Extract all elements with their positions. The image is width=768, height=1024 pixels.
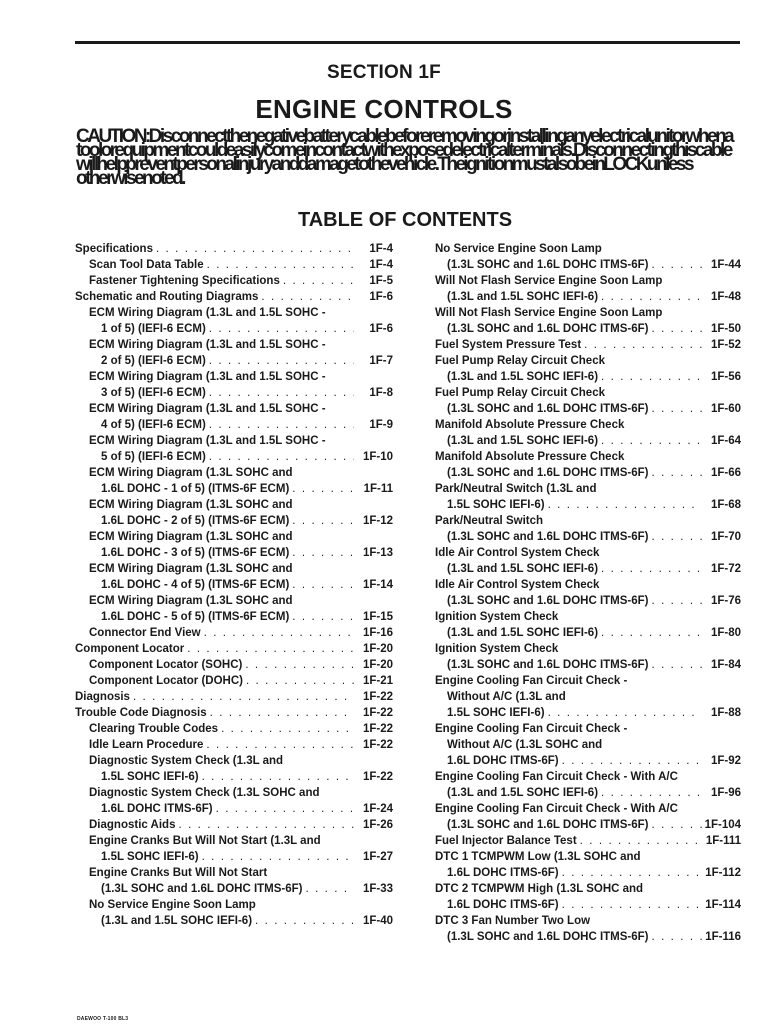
dot-leader — [562, 897, 702, 913]
dot-leader — [261, 289, 354, 305]
toc-page-number: 1F-114 — [705, 899, 741, 911]
toc-entry-title: (1.3L SOHC and 1.6L DOHC ITMS-6F) — [447, 323, 649, 335]
dot-leader — [548, 705, 702, 721]
toc-page-number: 1F-116 — [705, 931, 741, 943]
dot-leader — [601, 625, 702, 641]
toc-entry-title: 1.6L DOHC - 4 of 5) (ITMS-6F ECM) — [101, 579, 290, 591]
toc-page-number: 1F-22 — [362, 739, 393, 751]
dot-leader — [209, 417, 354, 433]
dot-leader — [292, 513, 354, 529]
toc-page-number: 1F-27 — [362, 851, 393, 863]
toc-page-number: 1F-48 — [710, 291, 741, 303]
toc-entry-title: ECM Wiring Diagram (1.3L SOHC and — [89, 531, 293, 543]
dot-leader — [246, 673, 354, 689]
dot-leader — [209, 449, 354, 465]
dot-leader — [548, 497, 702, 513]
dot-leader — [156, 241, 354, 257]
toc-page-number: 1F-22 — [362, 707, 393, 719]
toc-entry[interactable] — [75, 289, 393, 305]
toc-page-number: 1F-9 — [369, 419, 393, 431]
dot-leader — [652, 657, 703, 673]
toc-page-number: 1F-84 — [710, 659, 741, 671]
toc-entry-title: Engine Cooling Fan Circuit Check - — [435, 723, 628, 735]
toc-entry[interactable] — [75, 657, 393, 673]
toc-entry-title: Diagnostic System Check (1.3L SOHC and — [89, 787, 320, 799]
toc-entry-title: DTC 2 TCMPWM High (1.3L SOHC and — [435, 883, 644, 895]
toc-page-number: 1F-72 — [710, 563, 741, 575]
toc-entry[interactable] — [75, 689, 393, 705]
dot-leader — [209, 321, 354, 337]
toc-entry-title: Fuel Pump Relay Circuit Check — [435, 355, 605, 367]
toc-page-number: 1F-96 — [710, 787, 741, 799]
toc-entry-title: Diagnosis — [75, 691, 130, 703]
toc-entry[interactable] — [435, 417, 741, 449]
toc-entry-title: Engine Cooling Fan Circuit Check - With A/C — [435, 771, 678, 783]
toc-entry[interactable] — [435, 545, 741, 577]
toc-entry-title: Will Not Flash Service Engine Soon Lamp — [435, 307, 663, 319]
dot-leader — [206, 737, 354, 753]
toc-entry-title: Clearing Trouble Codes — [89, 723, 219, 735]
dot-leader — [652, 929, 703, 945]
toc-entry-title: ECM Wiring Diagram (1.3L and 1.5L SOHC - — [89, 339, 326, 351]
toc-page-number: 1F-16 — [362, 627, 393, 639]
dot-leader — [187, 641, 354, 657]
toc-entry-title: No Service Engine Soon Lamp — [435, 243, 602, 255]
toc-page-number: 1F-22 — [362, 771, 393, 783]
dot-leader — [292, 609, 354, 625]
toc-entry-title: Without A/C (1.3L and — [447, 691, 566, 703]
toc-page-number: 1F-52 — [710, 339, 741, 351]
toc-entry[interactable] — [75, 817, 393, 833]
dot-leader — [601, 785, 702, 801]
toc-entry-title: 1.5L SOHC IEFI-6) — [447, 707, 545, 719]
toc-entry-title: ECM Wiring Diagram (1.3L SOHC and — [89, 563, 293, 575]
toc-page-number: 1F-14 — [362, 579, 393, 591]
toc-entry-title: Engine Cooling Fan Circuit Check - — [435, 675, 628, 687]
toc-entry-title: 1.6L DOHC - 2 of 5) (ITMS-6F ECM) — [101, 515, 290, 527]
toc-entry-title: 4 of 5) (IEFI-6 ECM) — [101, 419, 206, 431]
toc-entry-title: ECM Wiring Diagram (1.3L SOHC and — [89, 595, 293, 607]
toc-entry[interactable] — [75, 625, 393, 641]
toc-entry[interactable] — [75, 593, 393, 625]
toc-entry[interactable] — [75, 753, 393, 785]
caution-notice: CAUTION: Disconnect the negative battery cable before removing or installing any electrical unit or when a tool or equipment could easily come in contact with exposed electrical terminals. Disconnecting this cable will help prevent personal injury and damage to the vehicle. The ignition must also be in LOCK unless otherwise noted. — [76, 126, 733, 189]
toc-right-column — [435, 241, 741, 945]
toc-left-column — [75, 241, 393, 929]
toc-entry-title: 3 of 5) (IEFI-6 ECM) — [101, 387, 206, 399]
toc-entry-title: DTC 1 TCMPWM Low (1.3L SOHC and — [435, 851, 641, 863]
toc-entry-title: Scan Tool Data Table — [89, 259, 204, 271]
toc-entry[interactable] — [435, 481, 741, 513]
toc-entry[interactable] — [75, 305, 393, 337]
toc-entry-title: No Service Engine Soon Lamp — [89, 899, 256, 911]
toc-entry-title: 1.6L DOHC - 3 of 5) (ITMS-6F ECM) — [101, 547, 290, 559]
toc-entry[interactable] — [435, 353, 741, 385]
toc-entry-title: Idle Learn Procedure — [89, 739, 204, 751]
toc-entry[interactable] — [75, 673, 393, 689]
toc-entry[interactable] — [75, 257, 393, 273]
toc-entry-title: (1.3L and 1.5L SOHC IEFI-6) — [447, 627, 599, 639]
dot-leader — [652, 529, 703, 545]
dot-leader — [306, 881, 355, 897]
toc-entry-title: 1.5L SOHC IEFI-6) — [101, 851, 199, 863]
toc-page-number: 1F-60 — [710, 403, 741, 415]
toc-entry-title: Fuel System Pressure Test — [435, 339, 582, 351]
toc-entry-title: (1.3L and 1.5L SOHC IEFI-6) — [447, 787, 599, 799]
toc-page-number: 1F-112 — [705, 867, 741, 879]
toc-entry[interactable] — [75, 273, 393, 289]
toc-entry-title: Schematic and Routing Diagrams — [75, 291, 259, 303]
toc-page-number: 1F-104 — [704, 819, 741, 831]
toc-entry-title: Park/Neutral Switch — [435, 515, 544, 527]
toc-entry-title: Specifications — [75, 243, 153, 255]
toc-entry[interactable] — [75, 369, 393, 401]
toc-entry[interactable] — [435, 513, 741, 545]
toc-entry-title: Component Locator (SOHC) — [89, 659, 243, 671]
toc-entry-title: Ignition System Check — [435, 611, 559, 623]
toc-entry[interactable] — [435, 337, 741, 353]
toc-heading: TABLE OF CONTENTS — [297, 209, 513, 231]
dot-leader — [202, 849, 354, 865]
toc-page-number: 1F-68 — [710, 499, 741, 511]
toc-entry[interactable] — [435, 881, 741, 913]
toc-entry-title: (1.3L SOHC and 1.6L DOHC ITMS-6F) — [447, 659, 649, 671]
toc-entry-title: Fastener Tightening Specifications — [89, 275, 280, 287]
dot-leader — [652, 401, 703, 417]
toc-entry[interactable] — [75, 737, 393, 753]
toc-entry[interactable] — [435, 769, 741, 801]
toc-page-number: 1F-22 — [362, 691, 393, 703]
toc-entry-title: Connector End View — [89, 627, 201, 639]
toc-entry[interactable] — [75, 721, 393, 737]
toc-entry[interactable] — [435, 273, 741, 305]
toc-entry-title: Component Locator — [75, 643, 185, 655]
toc-entry-title: 1.6L DOHC ITMS-6F) — [101, 803, 213, 815]
toc-entry-title: ECM Wiring Diagram (1.3L SOHC and — [89, 467, 293, 479]
toc-entry-title: ECM Wiring Diagram (1.3L and 1.5L SOHC - — [89, 307, 326, 319]
header-rule — [75, 41, 740, 44]
toc-entry[interactable] — [75, 433, 393, 465]
toc-entry[interactable] — [75, 497, 393, 529]
dot-leader — [207, 257, 354, 273]
toc-page-number: 1F-6 — [369, 323, 393, 335]
dot-leader — [652, 257, 703, 273]
toc-entry-title: Idle Air Control System Check — [435, 579, 600, 591]
toc-page-number: 1F-88 — [710, 707, 741, 719]
toc-page-number: 1F-64 — [710, 435, 741, 447]
toc-entry[interactable] — [75, 401, 393, 433]
dot-leader — [209, 353, 354, 369]
toc-entry[interactable] — [75, 241, 393, 257]
page-title: ENGINE CONTROLS — [255, 94, 513, 124]
toc-entry-title: Manifold Absolute Pressure Check — [435, 419, 625, 431]
dot-leader — [652, 321, 703, 337]
toc-entry[interactable] — [75, 833, 393, 865]
toc-entry[interactable] — [75, 561, 393, 593]
dot-leader — [584, 337, 702, 353]
toc-entry-title: (1.3L SOHC and 1.6L DOHC ITMS-6F) — [447, 595, 649, 607]
toc-entry[interactable] — [435, 833, 741, 849]
toc-page-number: 1F-7 — [369, 355, 393, 367]
toc-entry[interactable] — [435, 609, 741, 641]
toc-entry-title: Idle Air Control System Check — [435, 547, 600, 559]
toc-page-number: 1F-26 — [362, 819, 393, 831]
toc-entry-title: ECM Wiring Diagram (1.3L and 1.5L SOHC - — [89, 403, 326, 415]
toc-entry[interactable] — [75, 529, 393, 561]
toc-entry-title: (1.3L and 1.5L SOHC IEFI-6) — [447, 371, 599, 383]
toc-entry-title: ECM Wiring Diagram (1.3L and 1.5L SOHC - — [89, 435, 326, 447]
toc-entry[interactable] — [435, 913, 741, 945]
toc-entry-title: Park/Neutral Switch (1.3L and — [435, 483, 597, 495]
toc-page-number: 1F-80 — [710, 627, 741, 639]
dot-leader — [133, 689, 354, 705]
dot-leader — [292, 577, 354, 593]
toc-entry-title: 1.6L DOHC ITMS-6F) — [447, 899, 559, 911]
toc-entry-title: Engine Cooling Fan Circuit Check - With A/C — [435, 803, 678, 815]
toc-entry-title: 1.6L DOHC - 1 of 5) (ITMS-6F ECM) — [101, 483, 290, 495]
toc-page-number: 1F-44 — [710, 259, 741, 271]
toc-entry[interactable] — [75, 865, 393, 897]
dot-leader — [283, 273, 354, 289]
toc-entry-title: Component Locator (DOHC) — [89, 675, 243, 687]
toc-entry-title: Ignition System Check — [435, 643, 559, 655]
toc-page-number: 1F-4 — [369, 259, 393, 271]
toc-entry-title: 1 of 5) (IEFI-6 ECM) — [101, 323, 206, 335]
toc-entry[interactable] — [435, 673, 741, 721]
dot-leader — [216, 801, 354, 817]
toc-entry-title: ECM Wiring Diagram (1.3L SOHC and — [89, 499, 293, 511]
toc-entry-title: 5 of 5) (IEFI-6 ECM) — [101, 451, 206, 463]
toc-entry-title: (1.3L SOHC and 1.6L DOHC ITMS-6F) — [447, 819, 649, 831]
dot-leader — [178, 817, 354, 833]
toc-entry[interactable] — [75, 337, 393, 369]
toc-entry-title: 1.5L SOHC IEFI-6) — [447, 499, 545, 511]
toc-entry-title: ECM Wiring Diagram (1.3L and 1.5L SOHC - — [89, 371, 326, 383]
dot-leader — [601, 289, 702, 305]
toc-entry[interactable] — [435, 721, 741, 769]
toc-entry[interactable] — [435, 577, 741, 609]
toc-entry[interactable] — [75, 785, 393, 817]
toc-page-number: 1F-10 — [362, 451, 393, 463]
toc-page-number: 1F-15 — [362, 611, 393, 623]
toc-entry-title: Without A/C (1.3L SOHC and — [447, 739, 603, 751]
toc-page-number: 1F-24 — [362, 803, 393, 815]
dot-leader — [652, 817, 702, 833]
dot-leader — [292, 481, 354, 497]
toc-entry-title: 2 of 5) (IEFI-6 ECM) — [101, 355, 206, 367]
dot-leader — [245, 657, 354, 673]
toc-entry-title: 1.6L DOHC ITMS-6F) — [447, 755, 559, 767]
toc-entry[interactable] — [435, 305, 741, 337]
toc-page-number: 1F-92 — [710, 755, 741, 767]
dot-leader — [562, 865, 702, 881]
toc-page-number: 1F-22 — [362, 723, 393, 735]
toc-page-number: 1F-20 — [362, 643, 393, 655]
toc-page-number: 1F-76 — [710, 595, 741, 607]
toc-entry[interactable] — [435, 385, 741, 417]
dot-leader — [221, 721, 354, 737]
toc-entry-title: (1.3L SOHC and 1.6L DOHC ITMS-6F) — [447, 403, 649, 415]
dot-leader — [292, 545, 354, 561]
dot-leader — [601, 561, 702, 577]
toc-page-number: 1F-111 — [705, 835, 741, 847]
toc-entry-title: Will Not Flash Service Engine Soon Lamp — [435, 275, 663, 287]
toc-page-number: 1F-11 — [363, 483, 393, 495]
toc-page-number: 1F-66 — [710, 467, 741, 479]
toc-entry[interactable] — [435, 849, 741, 881]
toc-entry[interactable] — [75, 705, 393, 721]
toc-entry-title: Engine Cranks But Will Not Start — [89, 867, 268, 879]
toc-entry-title: (1.3L and 1.5L SOHC IEFI-6) — [447, 291, 599, 303]
toc-entry-title: (1.3L and 1.5L SOHC IEFI-6) — [101, 915, 253, 927]
toc-page-number: 1F-12 — [362, 515, 393, 527]
toc-entry-title: (1.3L SOHC and 1.6L DOHC ITMS-6F) — [447, 531, 649, 543]
dot-leader — [210, 705, 354, 721]
toc-entry[interactable] — [435, 801, 741, 833]
dot-leader — [580, 833, 702, 849]
dot-leader — [202, 769, 354, 785]
toc-entry-title: 1.6L DOHC ITMS-6F) — [447, 867, 559, 879]
toc-page-number: 1F-21 — [362, 675, 393, 687]
toc-entry-title: (1.3L and 1.5L SOHC IEFI-6) — [447, 563, 599, 575]
dot-leader — [255, 913, 354, 929]
toc-page-number: 1F-13 — [362, 547, 393, 559]
toc-page-number: 1F-56 — [710, 371, 741, 383]
toc-entry-title: (1.3L SOHC and 1.6L DOHC ITMS-6F) — [447, 931, 649, 943]
toc-entry-title: Manifold Absolute Pressure Check — [435, 451, 625, 463]
dot-leader — [652, 465, 703, 481]
toc-entry-title: (1.3L and 1.5L SOHC IEFI-6) — [447, 435, 599, 447]
toc-entry[interactable] — [75, 641, 393, 657]
dot-leader — [562, 753, 702, 769]
toc-page-number: 1F-6 — [369, 291, 393, 303]
toc-page-number: 1F-40 — [362, 915, 393, 927]
toc-entry[interactable] — [75, 465, 393, 497]
toc-entry[interactable] — [435, 641, 741, 673]
toc-entry-title: Engine Cranks But Will Not Start (1.3L and — [89, 835, 321, 847]
toc-entry-title: DTC 3 Fan Number Two Low — [435, 915, 591, 927]
toc-entry-title: (1.3L SOHC and 1.6L DOHC ITMS-6F) — [101, 883, 303, 895]
dot-leader — [601, 369, 702, 385]
toc-entry-title: 1.6L DOHC - 5 of 5) (ITMS-6F ECM) — [101, 611, 290, 623]
toc-page-number: 1F-5 — [369, 275, 393, 287]
toc-page-number: 1F-20 — [362, 659, 393, 671]
toc-page-number: 1F-4 — [369, 243, 393, 255]
toc-entry[interactable] — [435, 449, 741, 481]
section-number: SECTION 1F — [327, 62, 441, 83]
toc-page-number: 1F-50 — [710, 323, 741, 335]
toc-entry-title: (1.3L SOHC and 1.6L DOHC ITMS-6F) — [447, 259, 649, 271]
footer-model-code: DAEWOO T-100 BL3 — [77, 1016, 129, 1022]
dot-leader — [209, 385, 354, 401]
toc-page-number: 1F-8 — [369, 387, 393, 399]
dot-leader — [601, 433, 702, 449]
toc-entry[interactable] — [435, 241, 741, 273]
toc-entry-title: Trouble Code Diagnosis — [75, 707, 207, 719]
dot-leader — [652, 593, 703, 609]
toc-entry-title: Diagnostic System Check (1.3L and — [89, 755, 284, 767]
toc-entry-title: 1.5L SOHC IEFI-6) — [101, 771, 199, 783]
toc-entry-title: (1.3L SOHC and 1.6L DOHC ITMS-6F) — [447, 467, 649, 479]
toc-entry[interactable] — [75, 897, 393, 929]
toc-entry-title: Fuel Injector Balance Test — [435, 835, 577, 847]
toc-entry-title: Fuel Pump Relay Circuit Check — [435, 387, 605, 399]
toc-page-number: 1F-33 — [362, 883, 393, 895]
toc-page-number: 1F-70 — [710, 531, 741, 543]
toc-entry-title: Diagnostic Aids — [89, 819, 176, 831]
dot-leader — [204, 625, 354, 641]
